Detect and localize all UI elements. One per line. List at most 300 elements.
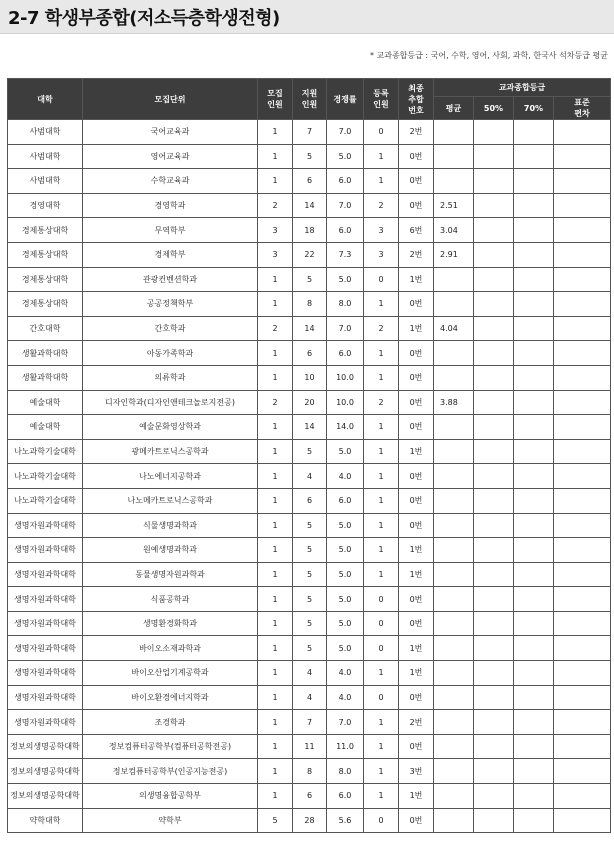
cell-unit: 경제학부 [83,242,258,267]
cell-applicants: 5 [293,636,327,661]
cell-unit: 정보컴퓨터공학부(인공지능전공) [83,759,258,784]
cell-unit: 동물생명자원과학과 [83,562,258,587]
header-ratio: 경쟁률 [327,79,364,120]
table-row [8,341,611,366]
cell-college: 약학대학 [8,808,83,833]
cell-ratio: 7.0 [327,193,364,218]
cell-applicants: 8 [293,759,327,784]
cell-college: 생명자원과학대학 [8,538,83,563]
cell-college: 사범대학 [8,169,83,194]
table-row [8,415,611,440]
cell-final: 1번 [399,562,434,587]
cell-unit: 바이오산업기계공학과 [83,661,258,686]
cell-recruit: 1 [258,734,293,759]
cell-enrolled: 2 [364,390,399,415]
cell-recruit: 1 [258,267,293,292]
cell-ratio: 5.0 [327,513,364,538]
cell-unit: 아동가족학과 [83,341,258,366]
cell-avg: 3.04 [434,218,474,243]
cell-final: 1번 [399,661,434,686]
cell-p50 [474,464,514,489]
cell-avg [434,685,474,710]
table-row [8,464,611,489]
cell-final: 0번 [399,341,434,366]
cell-p70 [514,169,554,194]
cell-applicants: 5 [293,562,327,587]
cell-p70 [514,120,554,145]
cell-avg: 4.04 [434,316,474,341]
cell-final: 0번 [399,734,434,759]
table-row [8,611,611,636]
cell-ratio: 6.0 [327,488,364,513]
cell-ratio: 5.0 [327,562,364,587]
cell-recruit: 1 [258,562,293,587]
cell-college: 경제통상대학 [8,218,83,243]
cell-ratio: 14.0 [327,415,364,440]
cell-unit: 간호학과 [83,316,258,341]
cell-final: 1번 [399,538,434,563]
cell-avg [434,734,474,759]
cell-p70 [514,538,554,563]
cell-ratio: 7.3 [327,242,364,267]
cell-avg [434,513,474,538]
cell-applicants: 7 [293,120,327,145]
table-header [8,79,611,120]
cell-applicants: 5 [293,587,327,612]
cell-stdev [554,759,611,784]
cell-final: 2번 [399,710,434,735]
cell-ratio: 8.0 [327,759,364,784]
cell-enrolled: 0 [364,120,399,145]
cell-avg [434,292,474,317]
cell-recruit: 1 [258,710,293,735]
cell-p50 [474,193,514,218]
cell-unit: 나노에너지공학과 [83,464,258,489]
cell-final: 0번 [399,193,434,218]
cell-unit: 생명환경화학과 [83,611,258,636]
cell-p50 [474,267,514,292]
cell-ratio: 7.0 [327,316,364,341]
cell-unit: 공공정책학부 [83,292,258,317]
cell-p70 [514,562,554,587]
cell-enrolled: 1 [364,562,399,587]
cell-avg [434,710,474,735]
table-row [8,169,611,194]
cell-stdev [554,808,611,833]
cell-enrolled: 1 [364,734,399,759]
cell-enrolled: 1 [364,464,399,489]
cell-final: 6번 [399,218,434,243]
cell-unit: 수학교육과 [83,169,258,194]
cell-recruit: 3 [258,218,293,243]
cell-p70 [514,710,554,735]
header-college: 대학 [8,79,83,120]
cell-recruit: 1 [258,120,293,145]
cell-avg [434,488,474,513]
cell-college: 생활과학대학 [8,341,83,366]
table-row [8,784,611,809]
cell-p70 [514,267,554,292]
cell-final: 2번 [399,120,434,145]
table-row [8,562,611,587]
cell-ratio: 11.0 [327,734,364,759]
cell-enrolled: 1 [364,759,399,784]
cell-applicants: 5 [293,439,327,464]
cell-enrolled: 1 [364,144,399,169]
cell-unit: 원예생명과학과 [83,538,258,563]
cell-applicants: 6 [293,341,327,366]
cell-college: 경제통상대학 [8,292,83,317]
cell-p50 [474,636,514,661]
cell-final: 0번 [399,685,434,710]
cell-college: 생명자원과학대학 [8,636,83,661]
cell-p50 [474,120,514,145]
cell-enrolled: 1 [364,488,399,513]
cell-ratio: 5.0 [327,144,364,169]
cell-enrolled: 2 [364,316,399,341]
table-row [8,120,611,145]
table-row [8,144,611,169]
header-grade-group: 교과종합등급 [434,79,611,97]
cell-unit: 조경학과 [83,710,258,735]
cell-unit: 식품공학과 [83,587,258,612]
table-row [8,538,611,563]
cell-p50 [474,538,514,563]
cell-final: 1번 [399,784,434,809]
cell-avg: 3.88 [434,390,474,415]
cell-recruit: 1 [258,464,293,489]
cell-college: 사범대학 [8,144,83,169]
cell-avg [434,144,474,169]
cell-enrolled: 1 [364,415,399,440]
cell-recruit: 1 [258,538,293,563]
cell-p50 [474,218,514,243]
cell-final: 0번 [399,390,434,415]
cell-recruit: 1 [258,169,293,194]
cell-stdev [554,267,611,292]
cell-p50 [474,439,514,464]
cell-p70 [514,488,554,513]
cell-recruit: 1 [258,415,293,440]
cell-recruit: 1 [258,784,293,809]
cell-final: 2번 [399,242,434,267]
cell-applicants: 11 [293,734,327,759]
cell-p50 [474,144,514,169]
cell-p70 [514,316,554,341]
cell-stdev [554,488,611,513]
table-row [8,242,611,267]
cell-stdev [554,365,611,390]
cell-recruit: 2 [258,390,293,415]
cell-p50 [474,513,514,538]
cell-applicants: 14 [293,415,327,440]
cell-ratio: 6.0 [327,218,364,243]
cell-applicants: 14 [293,193,327,218]
cell-p50 [474,341,514,366]
cell-stdev [554,415,611,440]
cell-college: 예술대학 [8,415,83,440]
cell-college: 정보의생명공학대학 [8,759,83,784]
header-applicants: 지원 인원 [293,79,327,120]
table-row [8,439,611,464]
cell-p50 [474,661,514,686]
cell-enrolled: 1 [364,784,399,809]
cell-college: 나노과학기술대학 [8,488,83,513]
cell-enrolled: 3 [364,218,399,243]
cell-recruit: 1 [258,636,293,661]
cell-stdev [554,169,611,194]
header-p70: 70% [514,97,554,120]
cell-recruit: 1 [258,144,293,169]
cell-final: 0번 [399,144,434,169]
cell-college: 간호대학 [8,316,83,341]
cell-avg [434,464,474,489]
cell-unit: 약학부 [83,808,258,833]
cell-stdev [554,538,611,563]
cell-stdev [554,218,611,243]
cell-ratio: 10.0 [327,390,364,415]
cell-final: 1번 [399,316,434,341]
cell-enrolled: 1 [364,710,399,735]
table-row [8,759,611,784]
cell-college: 생명자원과학대학 [8,685,83,710]
cell-avg [434,120,474,145]
cell-stdev [554,636,611,661]
cell-ratio: 4.0 [327,685,364,710]
cell-applicants: 10 [293,365,327,390]
cell-ratio: 5.0 [327,636,364,661]
cell-applicants: 22 [293,242,327,267]
cell-enrolled: 1 [364,661,399,686]
cell-p70 [514,636,554,661]
cell-stdev [554,144,611,169]
cell-stdev [554,316,611,341]
cell-college: 경영대학 [8,193,83,218]
cell-college: 생명자원과학대학 [8,710,83,735]
cell-avg [434,169,474,194]
cell-ratio: 5.0 [327,538,364,563]
cell-p70 [514,734,554,759]
table-row [8,661,611,686]
cell-unit: 무역학부 [83,218,258,243]
cell-ratio: 4.0 [327,661,364,686]
cell-stdev [554,464,611,489]
cell-recruit: 1 [258,611,293,636]
cell-applicants: 5 [293,144,327,169]
cell-college: 경제통상대학 [8,267,83,292]
cell-ratio: 5.0 [327,439,364,464]
cell-p70 [514,365,554,390]
cell-avg [434,538,474,563]
header-avg: 평균 [434,97,474,120]
table-row [8,488,611,513]
cell-stdev [554,710,611,735]
cell-ratio: 7.0 [327,120,364,145]
header-recruit: 모집 인원 [258,79,293,120]
table-row [8,193,611,218]
cell-enrolled: 2 [364,193,399,218]
cell-final: 3번 [399,759,434,784]
cell-applicants: 4 [293,661,327,686]
cell-p50 [474,415,514,440]
cell-unit: 광메카트로닉스공학과 [83,439,258,464]
cell-unit: 경영학과 [83,193,258,218]
cell-college: 나노과학기술대학 [8,464,83,489]
cell-stdev [554,292,611,317]
cell-final: 1번 [399,439,434,464]
cell-stdev [554,784,611,809]
cell-applicants: 28 [293,808,327,833]
cell-p50 [474,562,514,587]
cell-final: 0번 [399,415,434,440]
cell-applicants: 6 [293,784,327,809]
cell-stdev [554,390,611,415]
cell-p50 [474,784,514,809]
cell-ratio: 6.0 [327,341,364,366]
cell-college: 나노과학기술대학 [8,439,83,464]
cell-enrolled: 1 [364,169,399,194]
page-title-bar [0,0,614,34]
cell-stdev [554,341,611,366]
cell-p70 [514,784,554,809]
cell-enrolled: 0 [364,636,399,661]
cell-ratio: 5.6 [327,808,364,833]
cell-p50 [474,169,514,194]
cell-avg [434,808,474,833]
cell-p50 [474,292,514,317]
cell-p50 [474,808,514,833]
cell-p70 [514,415,554,440]
cell-enrolled: 0 [364,587,399,612]
cell-p70 [514,218,554,243]
cell-stdev [554,611,611,636]
cell-stdev [554,685,611,710]
cell-unit: 예술문화영상학과 [83,415,258,440]
cell-p70 [514,193,554,218]
cell-recruit: 2 [258,316,293,341]
cell-p50 [474,759,514,784]
header-p50: 50% [474,97,514,120]
cell-ratio: 5.0 [327,267,364,292]
cell-avg [434,562,474,587]
table-row [8,292,611,317]
cell-p70 [514,439,554,464]
header-unit: 모집단위 [83,79,258,120]
cell-stdev [554,562,611,587]
cell-final: 0번 [399,365,434,390]
cell-p70 [514,759,554,784]
header-enrolled: 등록 인원 [364,79,399,120]
cell-final: 0번 [399,808,434,833]
cell-enrolled: 1 [364,513,399,538]
cell-college: 사범대학 [8,120,83,145]
cell-stdev [554,587,611,612]
cell-applicants: 6 [293,169,327,194]
cell-applicants: 5 [293,538,327,563]
table-row [8,808,611,833]
table-row [8,390,611,415]
cell-p50 [474,734,514,759]
cell-avg [434,267,474,292]
cell-avg [434,341,474,366]
cell-enrolled: 0 [364,685,399,710]
cell-recruit: 2 [258,193,293,218]
cell-final: 0번 [399,611,434,636]
cell-unit: 정보컴퓨터공학부(컴퓨터공학전공) [83,734,258,759]
cell-p50 [474,685,514,710]
cell-ratio: 6.0 [327,784,364,809]
cell-p50 [474,488,514,513]
cell-final: 0번 [399,513,434,538]
cell-college: 정보의생명공학대학 [8,734,83,759]
cell-recruit: 1 [258,488,293,513]
cell-ratio: 5.0 [327,587,364,612]
cell-stdev [554,120,611,145]
grade-note: * 교과종합등급 : 국어, 수학, 영어, 사회, 과학, 한국사 석차등급 평균 [369,51,608,60]
cell-enrolled: 0 [364,611,399,636]
cell-p70 [514,242,554,267]
cell-p50 [474,365,514,390]
cell-recruit: 1 [258,365,293,390]
admission-results-table [7,78,611,833]
cell-unit: 관광컨벤션학과 [83,267,258,292]
cell-ratio: 10.0 [327,365,364,390]
cell-avg [434,415,474,440]
cell-p70 [514,390,554,415]
cell-unit: 나노메카트로닉스공학과 [83,488,258,513]
cell-avg [434,439,474,464]
cell-recruit: 1 [258,661,293,686]
cell-p50 [474,390,514,415]
cell-applicants: 20 [293,390,327,415]
table-row [8,636,611,661]
cell-college: 예술대학 [8,390,83,415]
cell-p70 [514,587,554,612]
cell-unit: 의생명융합공학부 [83,784,258,809]
cell-p50 [474,242,514,267]
cell-college: 경제통상대학 [8,242,83,267]
table-row [8,513,611,538]
cell-college: 생명자원과학대학 [8,611,83,636]
cell-stdev [554,193,611,218]
table-row [8,734,611,759]
table-row [8,685,611,710]
cell-recruit: 5 [258,808,293,833]
cell-college: 생활과학대학 [8,365,83,390]
cell-avg: 2.91 [434,242,474,267]
cell-enrolled: 3 [364,242,399,267]
cell-unit: 바이오환경에너지학과 [83,685,258,710]
page-title: 2-7 학생부종합(저소득층학생전형) [8,7,280,29]
cell-avg: 2.51 [434,193,474,218]
cell-p50 [474,587,514,612]
cell-applicants: 5 [293,611,327,636]
table-row [8,587,611,612]
cell-college: 생명자원과학대학 [8,661,83,686]
cell-ratio: 8.0 [327,292,364,317]
cell-p70 [514,144,554,169]
table-row [8,710,611,735]
table-row [8,218,611,243]
cell-applicants: 18 [293,218,327,243]
cell-avg [434,587,474,612]
cell-stdev [554,513,611,538]
cell-final: 0번 [399,488,434,513]
cell-unit: 영어교육과 [83,144,258,169]
cell-stdev [554,734,611,759]
cell-p50 [474,316,514,341]
cell-avg [434,784,474,809]
